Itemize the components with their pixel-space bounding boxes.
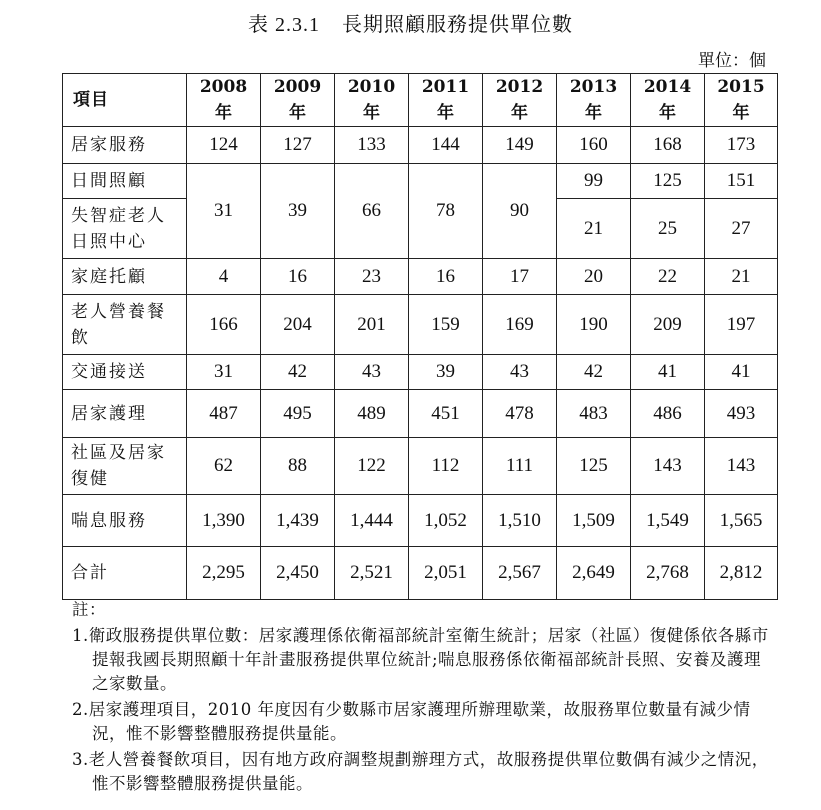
row-label: 日間照顧 bbox=[63, 164, 187, 199]
table-row bbox=[63, 295, 778, 355]
year-header-2008: 2008 年 bbox=[187, 74, 261, 127]
table-cell: 23 bbox=[335, 259, 409, 295]
table-cell: 1,052 bbox=[409, 495, 483, 547]
table-cell: 201 bbox=[335, 295, 409, 355]
table-cell: 31 bbox=[187, 355, 261, 390]
table-cell: 42 bbox=[261, 355, 335, 390]
year-header-2011: 2011 年 bbox=[409, 74, 483, 127]
year-header-2015: 2015 年 bbox=[705, 74, 778, 127]
notes-heading: 註： bbox=[72, 600, 106, 619]
table-cell: 493 bbox=[705, 390, 778, 438]
table-cell: 495 bbox=[261, 390, 335, 438]
table-cell: 1,510 bbox=[483, 495, 557, 547]
table-cell: 2,521 bbox=[335, 547, 409, 600]
row-label: 合計 bbox=[63, 547, 187, 600]
table-title-text: 長期照顧服務提供單位數 bbox=[342, 12, 573, 36]
note-item: 2.居家護理項目，2010 年度因有少數縣市居家護理所辦理歇業，故服務單位數量有減少情況，惟不影響整體服務提供量能。 bbox=[72, 700, 751, 743]
table-cell: 111 bbox=[483, 438, 557, 495]
table-cell: 1,439 bbox=[261, 495, 335, 547]
year-header-2009: 2009 年 bbox=[261, 74, 335, 127]
table-cell: 2,768 bbox=[631, 547, 705, 600]
row-label: 老人營養餐飲 bbox=[63, 295, 187, 355]
table-cell: 2,649 bbox=[557, 547, 631, 600]
table-cell: 1,549 bbox=[631, 495, 705, 547]
table-cell: 2,450 bbox=[261, 547, 335, 600]
note-item: 1.衛政服務提供單位數：居家護理係依衛福部統計室衛生統計；居家（社區）復健係依各縣市提報我國長期照顧十年計畫服務提供單位統計;喘息服務係依衛福部統計長照、安養及護理之家數量。 bbox=[72, 626, 769, 693]
table-row-total bbox=[63, 547, 778, 600]
table-cell: 125 bbox=[557, 438, 631, 495]
table-cell: 204 bbox=[261, 295, 335, 355]
table-cell: 166 bbox=[187, 295, 261, 355]
table-cell: 2,295 bbox=[187, 547, 261, 600]
table-cell: 486 bbox=[631, 390, 705, 438]
row-label: 喘息服務 bbox=[63, 495, 187, 547]
table-cell: 144 bbox=[409, 127, 483, 164]
table-cell: 168 bbox=[631, 127, 705, 164]
table-row bbox=[63, 259, 778, 295]
table-cell: 2,812 bbox=[705, 547, 778, 600]
table-cell: 2,051 bbox=[409, 547, 483, 600]
table-cell: 43 bbox=[483, 355, 557, 390]
table-number: 表 2.3.1 bbox=[248, 14, 320, 36]
year-header-2014: 2014 年 bbox=[631, 74, 705, 127]
table-cell: 173 bbox=[705, 127, 778, 164]
table-cell: 22 bbox=[631, 259, 705, 295]
table-cell: 127 bbox=[261, 127, 335, 164]
table-cell: 143 bbox=[705, 438, 778, 495]
table-cell-merged: 39 bbox=[261, 164, 335, 259]
table-cell: 21 bbox=[705, 259, 778, 295]
table-cell-merged: 78 bbox=[409, 164, 483, 259]
row-label: 交通接送 bbox=[63, 355, 187, 390]
row-label: 失智症老人日照中心 bbox=[63, 199, 187, 259]
table-cell: 478 bbox=[483, 390, 557, 438]
table-cell: 209 bbox=[631, 295, 705, 355]
table-row bbox=[63, 355, 778, 390]
table-title bbox=[0, 8, 821, 37]
table-cell: 1,444 bbox=[335, 495, 409, 547]
table-cell: 169 bbox=[483, 295, 557, 355]
note-item: 3.老人營養餐飲項目，因有地方政府調整規劃辦理方式，故服務提供單位數偶有減少之情況，惟不影響整體服務提供量能。 bbox=[72, 750, 769, 793]
table-cell-merged: 31 bbox=[187, 164, 261, 259]
table-cell: 41 bbox=[705, 355, 778, 390]
table-cell: 149 bbox=[483, 127, 557, 164]
table-cell: 20 bbox=[557, 259, 631, 295]
table-row bbox=[63, 127, 778, 164]
table-cell: 42 bbox=[557, 355, 631, 390]
table-cell: 99 bbox=[557, 164, 631, 199]
table-cell: 143 bbox=[631, 438, 705, 495]
notes-section bbox=[72, 598, 772, 798]
table-row bbox=[63, 495, 778, 547]
table-cell: 27 bbox=[705, 199, 778, 259]
row-label: 居家護理 bbox=[63, 390, 187, 438]
table-cell: 1,509 bbox=[557, 495, 631, 547]
table-cell: 16 bbox=[261, 259, 335, 295]
table-cell: 43 bbox=[335, 355, 409, 390]
table-cell: 39 bbox=[409, 355, 483, 390]
long-term-care-units-table bbox=[62, 73, 778, 600]
table-cell: 489 bbox=[335, 390, 409, 438]
table-cell: 112 bbox=[409, 438, 483, 495]
table-cell-merged: 90 bbox=[483, 164, 557, 259]
year-header-2012: 2012 年 bbox=[483, 74, 557, 127]
table-cell: 483 bbox=[557, 390, 631, 438]
table-cell: 21 bbox=[557, 199, 631, 259]
unit-label: 單位：個 bbox=[698, 51, 766, 71]
table-cell: 1,565 bbox=[705, 495, 778, 547]
row-label: 家庭托顧 bbox=[63, 259, 187, 295]
table-cell: 122 bbox=[335, 438, 409, 495]
table-cell: 151 bbox=[705, 164, 778, 199]
table-cell: 125 bbox=[631, 164, 705, 199]
row-label: 社區及居家復健 bbox=[63, 438, 187, 495]
table-cell: 16 bbox=[409, 259, 483, 295]
table-cell: 160 bbox=[557, 127, 631, 164]
table-cell-merged: 66 bbox=[335, 164, 409, 259]
table-cell: 487 bbox=[187, 390, 261, 438]
year-header-2013: 2013 年 bbox=[557, 74, 631, 127]
table-cell: 41 bbox=[631, 355, 705, 390]
table-cell: 25 bbox=[631, 199, 705, 259]
table-cell: 2,567 bbox=[483, 547, 557, 600]
table-cell: 17 bbox=[483, 259, 557, 295]
table-cell: 133 bbox=[335, 127, 409, 164]
table-cell: 1,390 bbox=[187, 495, 261, 547]
table-cell: 4 bbox=[187, 259, 261, 295]
table-cell: 190 bbox=[557, 295, 631, 355]
table-cell: 124 bbox=[187, 127, 261, 164]
table-row bbox=[63, 164, 778, 199]
header-row bbox=[63, 74, 778, 127]
table-row bbox=[63, 390, 778, 438]
table-cell: 197 bbox=[705, 295, 778, 355]
table-cell: 451 bbox=[409, 390, 483, 438]
item-header: 項目 bbox=[63, 74, 187, 127]
table-row bbox=[63, 438, 778, 495]
row-label: 居家服務 bbox=[63, 127, 187, 164]
table-cell: 159 bbox=[409, 295, 483, 355]
table-cell: 62 bbox=[187, 438, 261, 495]
year-header-2010: 2010 年 bbox=[335, 74, 409, 127]
table-cell: 88 bbox=[261, 438, 335, 495]
